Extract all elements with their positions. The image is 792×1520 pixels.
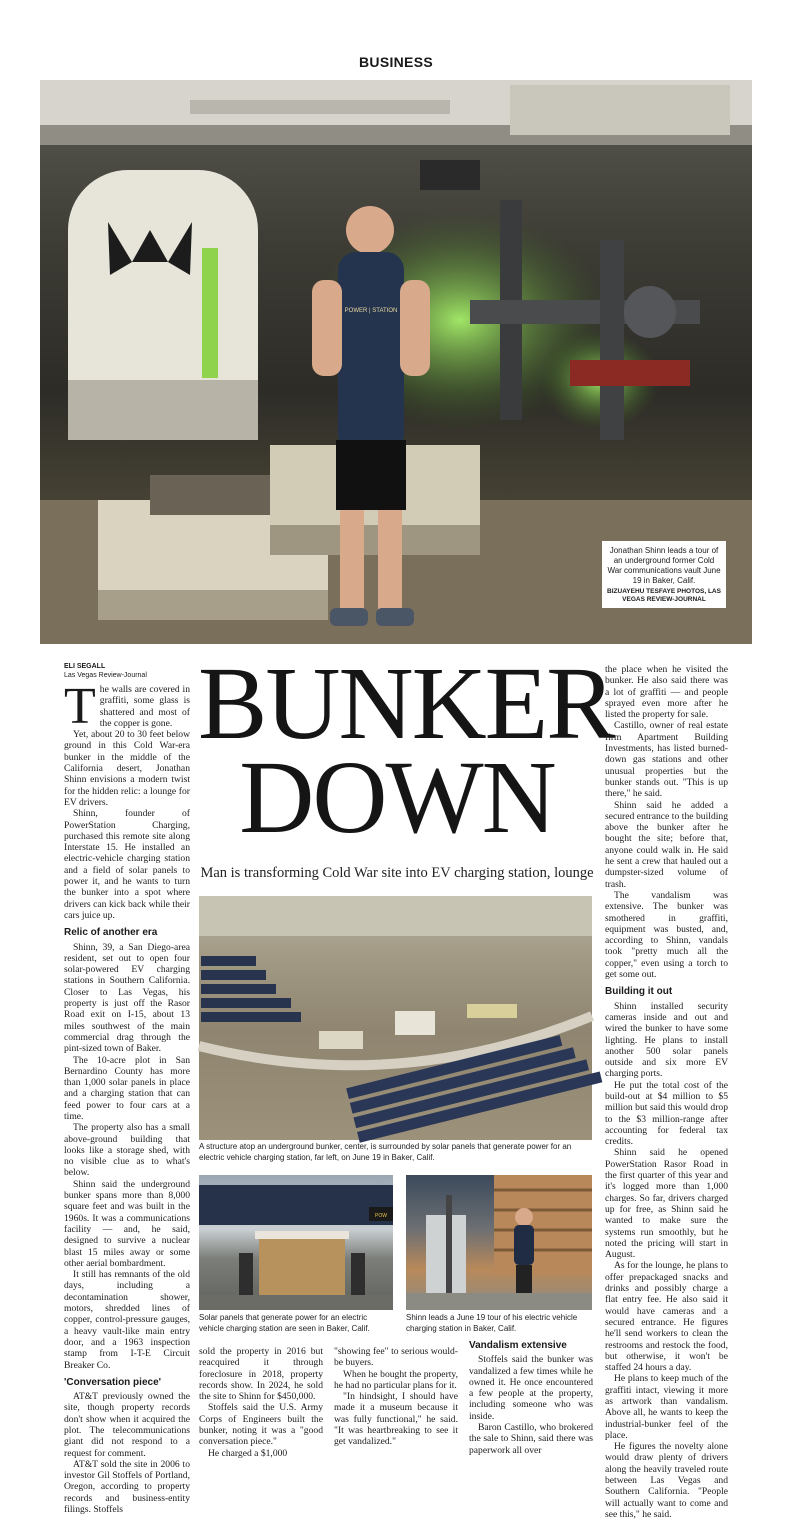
article-paragraph: Yet, about 20 to 30 feet below ground in this Cold War-era bunker in the middle of the California desert, Jonathan Shinn envisions a modern twist for the hidden relic: a lounge for EV drivers. <box>64 729 190 808</box>
article-paragraph: Stoffels said the bunker was vandalized a few times while he owned it. He once encountered a few people at the property, including someone who was inside. <box>469 1354 593 1422</box>
article-paragraph: Shinn, 39, a San Diego-area resident, set out to open four solar-powered EV charging stations in Southern California. Closer to Las Vegas, his property is just off the Rasor Road exit on I-15, about 13 miles southwest of the main commercial drag through the pint-sized town of Baker. <box>64 941 190 1055</box>
article-paragraph: He figures the novelty alone would draw plenty of drivers along the heavily traveled route between Las Vegas and Southern California. "People will actually want to come and see this," he said. <box>605 1441 728 1520</box>
article-paragraph: "showing fee" to serious would-be buyers. <box>334 1346 458 1369</box>
aerial-illustration <box>199 896 592 1140</box>
aerial-photo-caption: A structure atop an underground bunker, center, is surrounded by solar panels that generate power for an electric vehicle charging station, far left, on June 19 in Baker, Calif. <box>199 1142 572 1162</box>
photo-credit: BIZUAYEHU TESFAYE PHOTOS, LAS VEGAS REVIEW-JOURNAL <box>607 588 721 603</box>
article-paragraph: the place when he visited the bunker. He also said there was a lot of graffiti — and people sprayed even more after he listed the property for sale. <box>605 664 728 721</box>
article-paragraph: The vandalism was extensive. The bunker was smothered in graffiti, equipment was busted, and, according to Shinn, vandals took "pretty much all the copper," even using a torch to get some out. <box>605 889 728 981</box>
article-paragraph: Shinn said the underground bunker spans more than 8,000 square feet and was built in the 1960s. It was a communications facility — and, he said, designed to survive a nuclear blast 15 miles away or some other aerial bombardment. <box>64 1178 190 1269</box>
article-paragraph: AT&T previously owned the site, though property records don't show when it acquired the plot. The telecommunications giant did not respond to a request for comment. <box>64 1391 190 1459</box>
article-paragraph: When he bought the property, he had no particular plans for it. <box>334 1368 458 1391</box>
article-paragraph: He plans to keep much of the graffiti intact, viewing it more as artwork than vandalism. Above all, he wants to keep the industrial-bunker feel of the place. <box>605 1373 728 1441</box>
section-subhead: Vandalism extensive <box>469 1340 567 1351</box>
article-paragraph: Shinn installed security cameras inside and out and wired the bunker to have some lighting. He plans to install another 500 solar panels outside and six more EV charging ports. <box>605 1000 728 1080</box>
section-header: BUSINESS <box>359 54 433 70</box>
article-column-2 <box>199 1346 323 1459</box>
bunker-photo-caption: Jonathan Shinn leads a tour of an underground former Cold War communications vault June 19 in Baker, Calif. <box>607 546 721 585</box>
article-paragraph: The 10-acre plot in San Bernardino County has more than 1,000 solar panels in place and a charging station that can feed power to four cars at a time. <box>64 1054 190 1122</box>
article-paragraph: Shinn said he added a secured entrance to the building above the bunker after he bought the site; before that, anyone could walk in. He said he sent a crew that hauled out a dumpster-sized volume of trash. <box>605 799 728 890</box>
article-paragraph: "In hindsight, I should have made it a museum because it was fully functional," he said. "It was heartbreaking to see it get vandalized." <box>334 1391 458 1448</box>
article-paragraph: Shinn said he opened PowerStation Rasor Road in the first quarter of this year and it's logged more than 1,000 charges. So far, drivers charged up for free, as Shinn said he wanted to make sure the systems run smoothly, but he noted the pricing will start in August. <box>605 1147 728 1261</box>
headline-line-1: BUNKER <box>198 646 614 761</box>
station-photo <box>199 1175 393 1310</box>
article-paragraph: Shinn, founder of PowerStation Charging, purchased this remote site along Interstate 15. He installed an electric-vehicle charging station and a field of solar panels to power it, and he wants to turn the bunker into a spot where drivers can kick back while their cars juice up. <box>64 808 190 921</box>
section-subhead: Relic of another era <box>64 927 158 939</box>
station-photo-caption: Solar panels that generate power for an electric vehicle charging station are seen in Baker, Calif. <box>199 1313 370 1333</box>
article-paragraph: Castillo, owner of real estate firm Apartment Building Investments, has listed burned-down gas stations and other unusual properties but the bunker stands out. "This is up there," he said. <box>605 720 728 800</box>
article-column-1 <box>64 678 190 1516</box>
article-column-4 <box>469 1340 593 1456</box>
article-paragraph: sold the property in 2016 but reacquired it through foreclosure in 2018, property records show. In 2024, he sold the site to Shinn for $450,000. <box>199 1346 323 1403</box>
article-paragraph: Stoffels said the U.S. Army Corps of Engineers built the bunker, noting it was a "good conversation piece." <box>199 1402 323 1448</box>
section-subhead: 'Conversation piece' <box>64 1376 162 1388</box>
article-paragraph: Baron Castillo, who brokered the sale to Shinn, said there was paperwork all over <box>469 1422 593 1456</box>
article-column-5 <box>605 664 728 1520</box>
tour-photo <box>406 1175 592 1310</box>
station-illustration <box>199 1175 393 1310</box>
byline-outlet: Las Vegas Review-Journal <box>64 672 147 679</box>
shirt-logo-text: POWER | STATION <box>344 308 398 314</box>
byline-name: ELI SEGALL <box>64 663 106 670</box>
article-paragraph: AT&T sold the site in 2006 to investor Gil Stoffels of Portland, Oregon, according to property records and business-entity filings. Stoffels <box>64 1458 190 1516</box>
aerial-photo <box>199 896 592 1140</box>
article-paragraph: The property also has a small above-ground building that looks like a storage shed, with no visible clue as to what's below. <box>64 1122 190 1179</box>
article-column-3 <box>334 1346 458 1448</box>
article-paragraph: he walls are covered in graffiti, some glass is shattered and most of the copper is gone. <box>99 684 190 729</box>
section-subhead: Building it out <box>605 986 673 998</box>
article-paragraph: He put the total cost of the build-out at $4 million to $5 million but said this would drop to the $3 million-range after accounting for federal tax credits. <box>605 1079 728 1148</box>
article-paragraph: It still has remnants of the old days, including a decontamination shower, motors, shredded lines of copper, control-pressure gauges, a heavy vault-like main entry door, and a 1963 inspection stamp from I-T-E Circuit Breaker Co. <box>64 1269 190 1371</box>
headline-line-2: DOWN <box>239 740 555 855</box>
tour-photo-caption: Shinn leads a June 19 tour of his electric vehicle charging station in Baker, Calif. <box>406 1313 578 1333</box>
drop-cap: T <box>64 678 96 735</box>
bunker-photo-cutline <box>602 541 726 608</box>
article-paragraph: He charged a $1,000 <box>208 1447 288 1459</box>
subheadline: Man is transforming Cold War site into EV charging station, lounge <box>200 865 594 881</box>
article-paragraph: As for the lounge, he plans to offer prepackaged snacks and drinks and possibly charge a flat entry fee. He also said it would have cameras and a secured entrance. He figures he'll send workers to clean the restrooms and restock the food, but otherwise, it won't be staffed 24 hours a day. <box>605 1260 728 1374</box>
tour-illustration <box>406 1175 592 1310</box>
station-sign-text: POW <box>375 1213 387 1219</box>
